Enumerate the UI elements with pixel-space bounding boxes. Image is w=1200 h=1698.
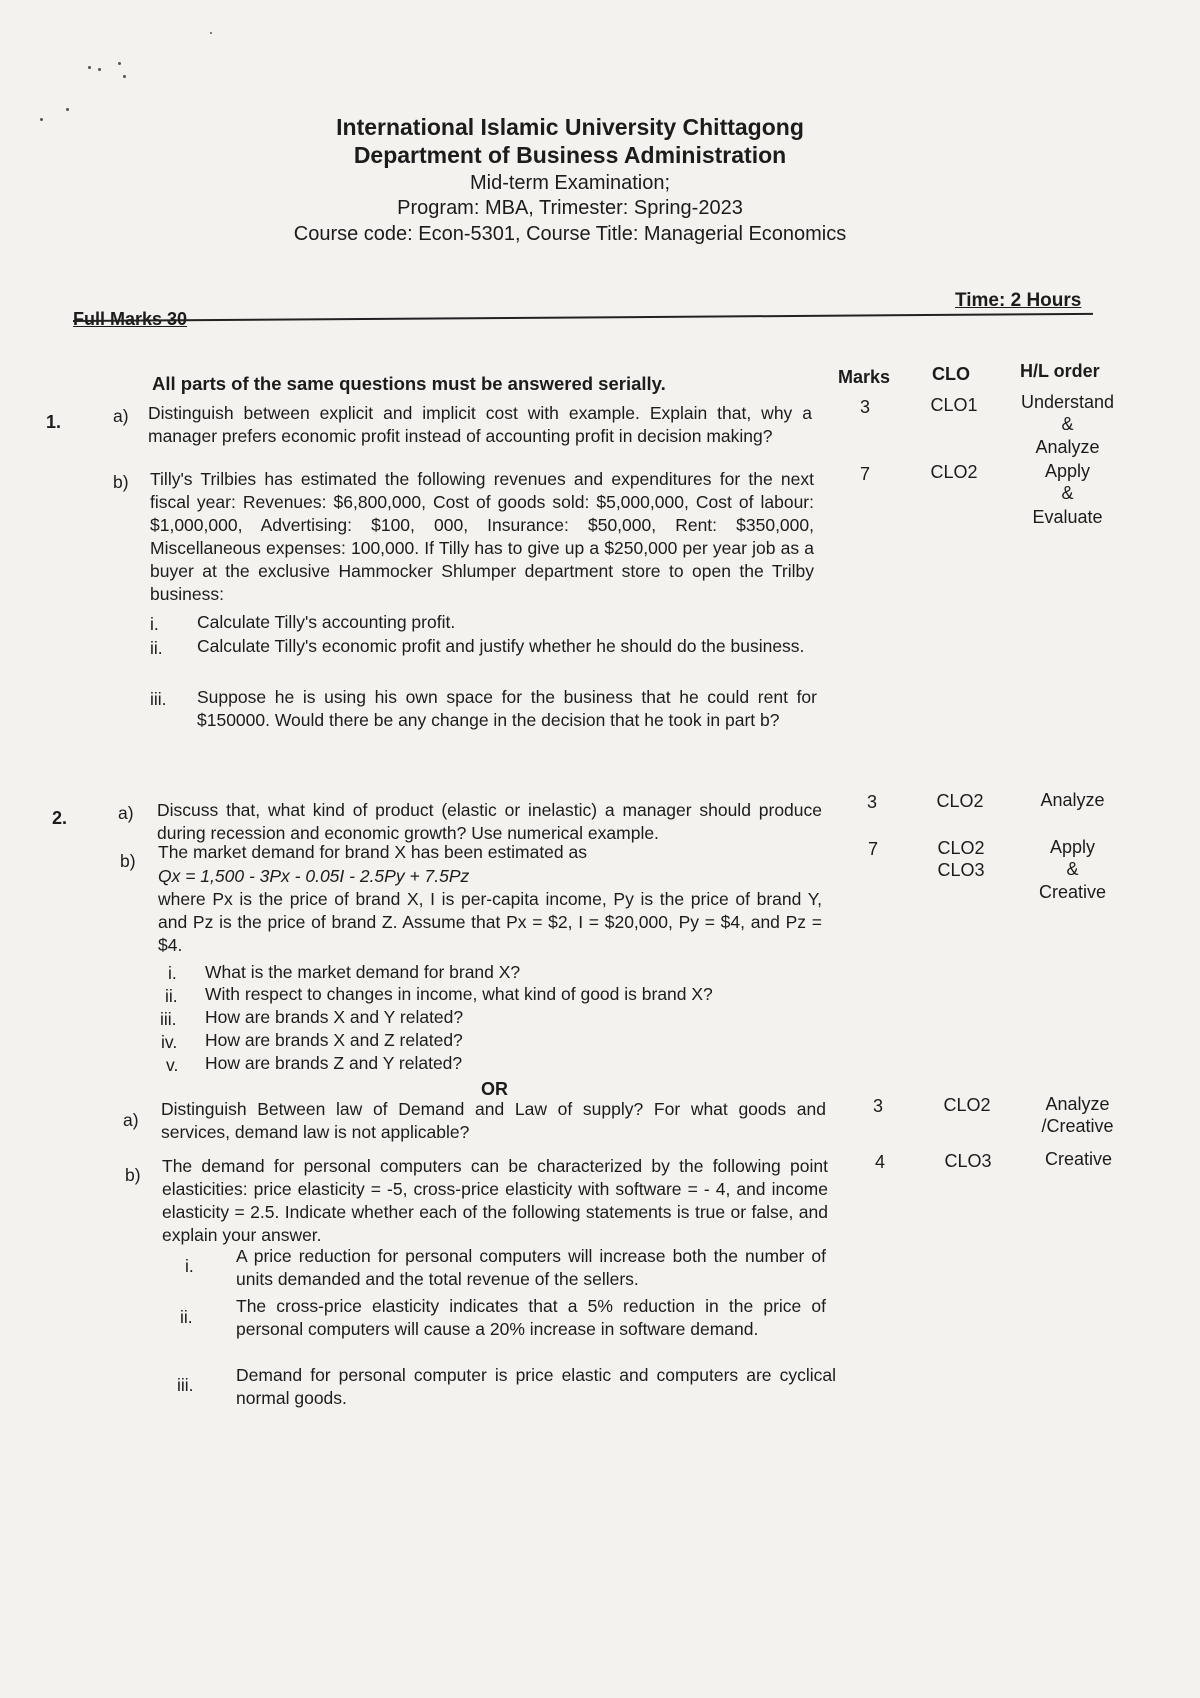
sub-item-text: A price reduction for personal computers will increase both the number of units demanded and the total revenue of the sellers. — [236, 1246, 826, 1289]
marks-value: 3 — [866, 792, 877, 812]
question-intro: The market demand for brand X has been estimated as — [158, 842, 587, 862]
question-text: Discuss that, what kind of product (elastic or inelastic) a manager should produce during recession and economic growth? Use numerical example. — [157, 800, 822, 843]
order-value: Understand — [1020, 392, 1115, 412]
order-value: Creative — [1044, 1149, 1113, 1169]
sub-item-number: ii. — [165, 986, 178, 1006]
clo-value: CLO2 — [936, 791, 984, 811]
col-order: H/L order — [1020, 361, 1100, 381]
program-info: Program: MBA, Trimester: Spring-2023 — [397, 197, 743, 219]
sub-item-text: How are brands X and Z related? — [205, 1030, 463, 1050]
sub-item-number: i. — [150, 614, 159, 634]
header-rule — [73, 313, 1093, 322]
marks-value: 4 — [874, 1152, 885, 1172]
sub-item-text: How are brands X and Y related? — [205, 1007, 464, 1027]
sub-item-number: iv. — [161, 1032, 178, 1052]
part-label: a) — [113, 406, 129, 426]
clo-value: CLO1 — [930, 395, 978, 415]
demand-equation: Qx = 1,500 - 3Px - 0.05I - 2.5Py + 7.5Pz — [158, 866, 470, 886]
question-text: Tilly's Trilbies has estimated the following revenues and expenditures for the next fiscal year: Revenues: $6,800,000, Cost of goods sold: $5,000,000, Cost of labour: $1,000,000, Advertising: $100, 000, Insurance: $50,000, Rent: $350,000, Miscellaneous expenses: 100,000. If Tilly has to give up a $250,000 per year job as a buyer at the exclusive Hammocker Shlumper department store to open the Trilby business: — [150, 469, 814, 604]
marks-value: 7 — [867, 839, 878, 859]
question-number: 2. — [52, 808, 68, 828]
sub-item-number: ii. — [180, 1307, 193, 1327]
order-value: Apply — [1049, 837, 1096, 857]
order-value: Analyze — [1040, 790, 1105, 810]
marks-value: 3 — [859, 397, 870, 417]
sub-item-text: The cross-price elasticity indicates that a 5% reduction in the price of personal computers will cause a 20% increase in software demand. — [236, 1296, 826, 1339]
question-text: where Px is the price of brand X, I is per-capita income, Py is the price of brand Y, and Pz is the price of brand Z. Assume that Px = $2, I = $20,000, Py = $4, and Pz = $4. — [158, 889, 822, 955]
question-text: Distinguish Between law of Demand and Law of supply? For what goods and services, demand law is not applicable? — [161, 1099, 826, 1142]
sub-item-text: Demand for personal computer is price elastic and computers are cyclical normal goods. — [236, 1365, 836, 1408]
sub-item-text: Calculate Tilly's economic profit and justify whether he should do the business. — [197, 636, 805, 656]
sub-item-text: What is the market demand for brand X? — [205, 962, 521, 982]
part-label: a) — [123, 1110, 139, 1130]
order-value: Apply — [1044, 461, 1091, 481]
full-marks: Full Marks 30 — [73, 309, 188, 329]
sub-item-text: How are brands Z and Y related? — [205, 1053, 463, 1073]
marks-value: 3 — [872, 1096, 883, 1116]
order-amp: & — [1066, 859, 1079, 879]
sub-item-number: iii. — [160, 1009, 177, 1029]
part-label: a) — [118, 803, 134, 823]
question-text: The demand for personal computers can be characterized by the following point elasticities: price elasticity = -5, cross-price elasticity with software = - 4, and income elasticity = 2.5. Indicate whether each of the following statements is true or false, and explain your answer. — [162, 1156, 828, 1245]
order-amp: & — [1061, 414, 1074, 434]
col-clo: CLO — [932, 364, 970, 384]
clo-value: CLO3 — [944, 1151, 992, 1171]
sub-item-number: v. — [166, 1055, 179, 1075]
marks-value: 7 — [859, 464, 870, 484]
department-name: Department of Business Administration — [353, 142, 787, 168]
sub-item-text: Suppose he is using his own space for the business that he could rent for $150000. Would there be any change in the decision that he took in part b? — [197, 687, 817, 730]
clo-value: CLO2 — [943, 1095, 991, 1115]
order-value: Evaluate — [1032, 507, 1103, 527]
sub-item-text: With respect to changes in income, what kind of good is brand X? — [205, 984, 713, 1004]
exam-type: Mid-term Examination; — [469, 172, 671, 194]
clo-value: CLO2 — [930, 462, 978, 482]
question-text: Distinguish between explicit and implicit cost with example. Explain that, why a manager prefers economic profit instead of accounting profit in decision making? — [148, 403, 812, 446]
instruction: All parts of the same questions must be answered serially. — [152, 373, 666, 394]
time-allowed: Time: 2 Hours — [955, 290, 1082, 311]
or-separator: OR — [481, 1079, 508, 1099]
part-label: b) — [120, 851, 136, 871]
course-info: Course code: Econ-5301, Course Title: Managerial Economics — [293, 223, 847, 245]
part-label: b) — [113, 472, 129, 492]
clo-value: CLO2 — [937, 838, 985, 858]
order-value: Analyze — [1045, 1094, 1110, 1114]
question-number: 1. — [46, 412, 62, 432]
sub-item-number: i. — [168, 963, 177, 983]
order-value: Analyze — [1035, 437, 1100, 457]
sub-item-number: ii. — [150, 638, 163, 658]
order-value: /Creative — [1041, 1116, 1114, 1136]
order-value: Creative — [1038, 882, 1107, 902]
sub-item-number: iii. — [150, 689, 167, 709]
university-name: International Islamic University Chittagong — [336, 114, 804, 140]
sub-item-number: i. — [185, 1256, 194, 1276]
clo-value: CLO3 — [937, 860, 985, 880]
order-amp: & — [1061, 483, 1074, 503]
sub-item-text: Calculate Tilly's accounting profit. — [197, 612, 456, 632]
sub-item-number: iii. — [177, 1375, 194, 1395]
part-label: b) — [125, 1165, 141, 1185]
col-marks: Marks — [838, 367, 891, 387]
